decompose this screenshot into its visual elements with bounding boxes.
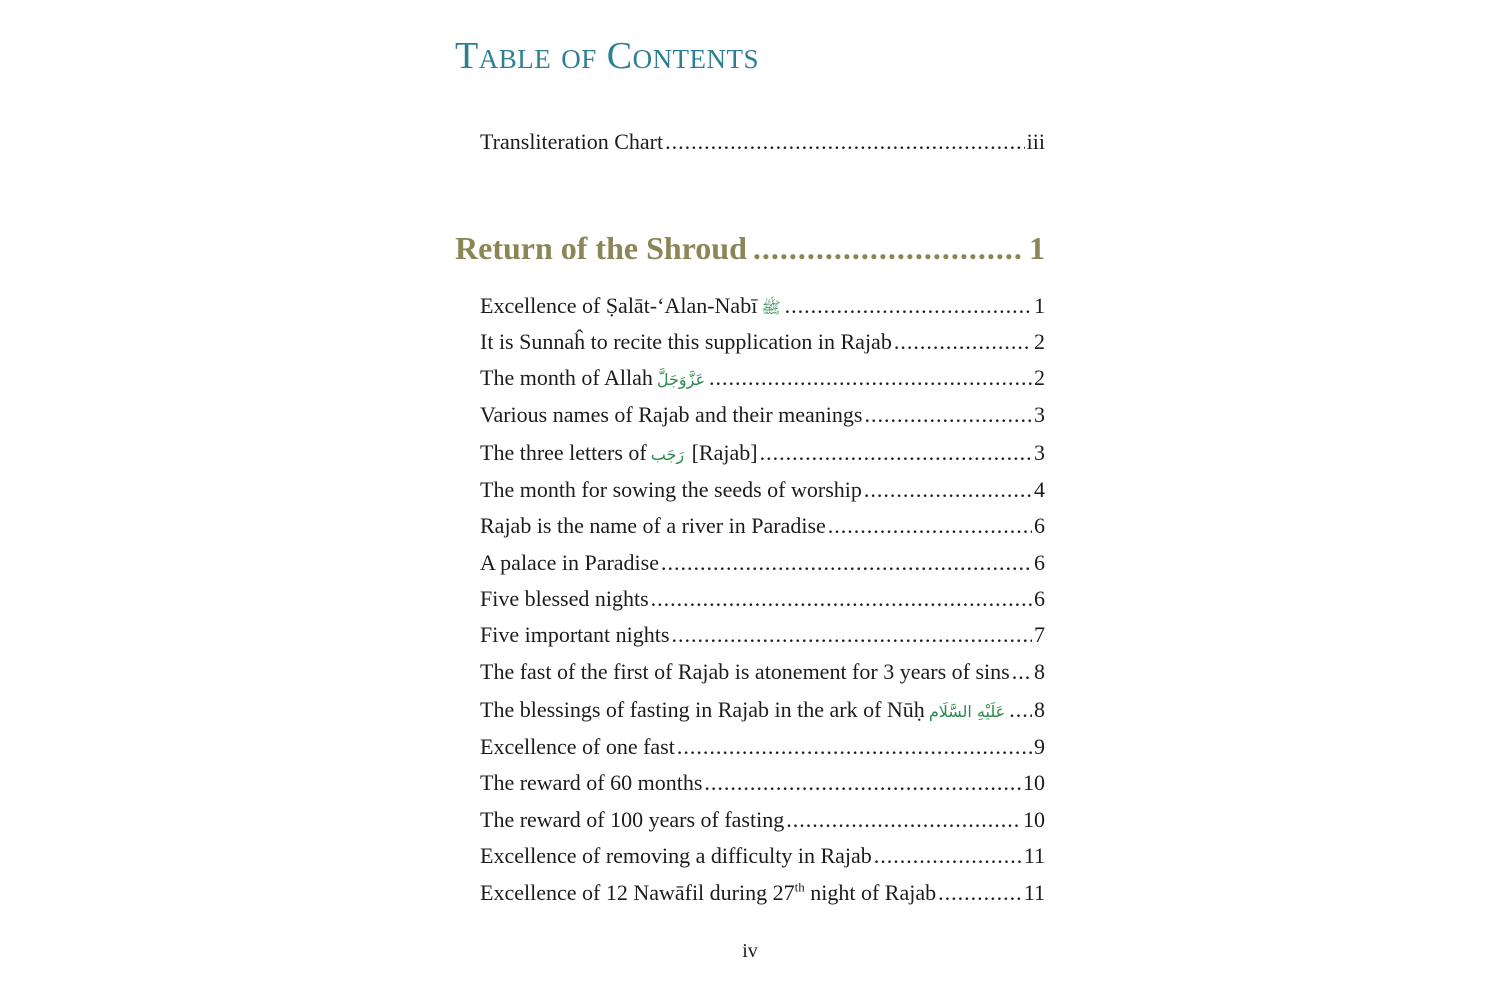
toc-entry-label: The month for sowing the seeds of worship <box>480 477 862 502</box>
dot-leader <box>665 128 1025 156</box>
toc-entry-label: The reward of 100 years of fasting <box>480 807 785 832</box>
toc-page <box>455 0 1045 1000</box>
dot-leader <box>1012 658 1032 686</box>
toc-entry-label: It is Sunnaĥ to recite this supplication in Rajab <box>480 329 892 354</box>
toc-entry-page: 6 <box>1034 550 1045 575</box>
toc-entry-page: 9 <box>1034 734 1045 759</box>
toc-entry[interactable] <box>480 401 1045 429</box>
dot-leader <box>760 439 1032 467</box>
dot-leader <box>874 842 1022 870</box>
toc-entry-page: 10 <box>1023 770 1045 795</box>
toc-entry[interactable] <box>480 549 1045 577</box>
toc-entry-page: 4 <box>1034 477 1045 502</box>
toc-entry-label: A palace in Paradise <box>480 550 659 575</box>
toc-entry-label: The reward of 60 months <box>480 770 703 795</box>
toc-entry[interactable] <box>480 512 1045 540</box>
toc-entry-page: 8 <box>1034 659 1045 684</box>
chapter-heading[interactable] <box>455 228 1045 268</box>
arabic-honorific: ﷺ <box>761 298 781 317</box>
toc-entry-label: Excellence of one fast <box>480 734 675 759</box>
toc-entry[interactable] <box>480 476 1045 504</box>
dot-leader <box>894 328 1032 356</box>
dot-leader <box>661 549 1032 577</box>
dot-leader <box>786 806 1021 834</box>
toc-entry[interactable] <box>480 621 1045 649</box>
dot-leader <box>709 364 1032 392</box>
dot-leader <box>938 879 1022 907</box>
page-number: iv <box>742 940 758 962</box>
arabic-honorific: عَزَّوَجَلَّ <box>656 370 706 389</box>
dot-leader <box>677 733 1032 761</box>
toc-entry-label: Excellence of removing a difficulty in Rajab <box>480 843 872 868</box>
toc-entry-page: 10 <box>1023 807 1045 832</box>
toc-entry-page: 11 <box>1023 880 1045 905</box>
chapter-page: 1 <box>1029 230 1045 266</box>
toc-entry-label: Five important nights <box>480 622 670 647</box>
dot-leader <box>1009 696 1032 724</box>
toc-entry-transliteration-chart[interactable] <box>480 128 1045 156</box>
toc-entry-label: The fast of the first of Rajab is atonement for 3 years of sins <box>480 659 1010 684</box>
toc-entry-page: 2 <box>1034 365 1045 390</box>
toc-entry-label: Transliteration Chart <box>480 129 664 154</box>
toc-entry-page: 11 <box>1023 843 1045 868</box>
arabic-word: رَجَب <box>650 445 685 464</box>
toc-entry-page: iii <box>1026 129 1045 154</box>
toc-entry[interactable] <box>480 806 1045 834</box>
dot-leader <box>651 585 1032 613</box>
dot-leader <box>785 292 1032 320</box>
toc-entry-page: 7 <box>1034 622 1045 647</box>
toc-entry[interactable] <box>480 364 1045 392</box>
dot-leader <box>864 401 1032 429</box>
page-title: Table of Contents <box>455 35 760 77</box>
toc-entry[interactable] <box>480 842 1045 870</box>
dot-leader <box>828 512 1032 540</box>
dot-leader <box>753 228 1023 268</box>
toc-entry[interactable] <box>480 769 1045 797</box>
toc-entry[interactable] <box>480 439 1045 467</box>
dot-leader <box>864 476 1032 504</box>
toc-entry-page: 6 <box>1034 586 1045 611</box>
toc-entry-label: The month of Allah عَزَّوَجَلَّ <box>480 365 706 390</box>
toc-entry-page: 2 <box>1034 329 1045 354</box>
toc-entry[interactable] <box>480 292 1045 320</box>
toc-entry[interactable] <box>480 696 1045 724</box>
toc-entry[interactable] <box>480 733 1045 761</box>
toc-entry-label: Five blessed nights <box>480 586 649 611</box>
toc-entry[interactable] <box>480 879 1045 907</box>
toc-entry-page: 3 <box>1034 440 1045 465</box>
arabic-honorific: عَلَيْهِ السَّلَام <box>928 702 1006 721</box>
dot-leader <box>671 621 1032 649</box>
toc-entry-page: 1 <box>1034 293 1045 318</box>
dot-leader <box>704 769 1021 797</box>
ordinal-superscript: th <box>794 879 805 895</box>
toc-entry[interactable] <box>480 585 1045 613</box>
toc-entry-label: The three letters of رَجَب [Rajab] <box>480 440 758 465</box>
toc-entry-label: Excellence of Ṣalāt-‘Alan-Nabī ﷺ <box>480 293 781 318</box>
toc-entry-label: Rajab is the name of a river in Paradise <box>480 513 826 538</box>
toc-entry-label: The blessings of fasting in Rajab in the ark of Nūḥ عَلَيْهِ السَّلَام <box>480 697 1006 722</box>
chapter-title: Return of the Shroud <box>455 230 747 266</box>
toc-entry[interactable] <box>480 658 1045 686</box>
toc-entry-page: 8 <box>1034 697 1045 722</box>
toc-entry-page: 3 <box>1034 402 1045 427</box>
toc-entry-label: Various names of Rajab and their meanings <box>480 402 863 427</box>
toc-entry[interactable] <box>480 328 1045 356</box>
toc-entry-label: Excellence of 12 Nawāfil during 27th night of Rajab <box>480 879 937 905</box>
toc-entry-page: 6 <box>1034 513 1045 538</box>
